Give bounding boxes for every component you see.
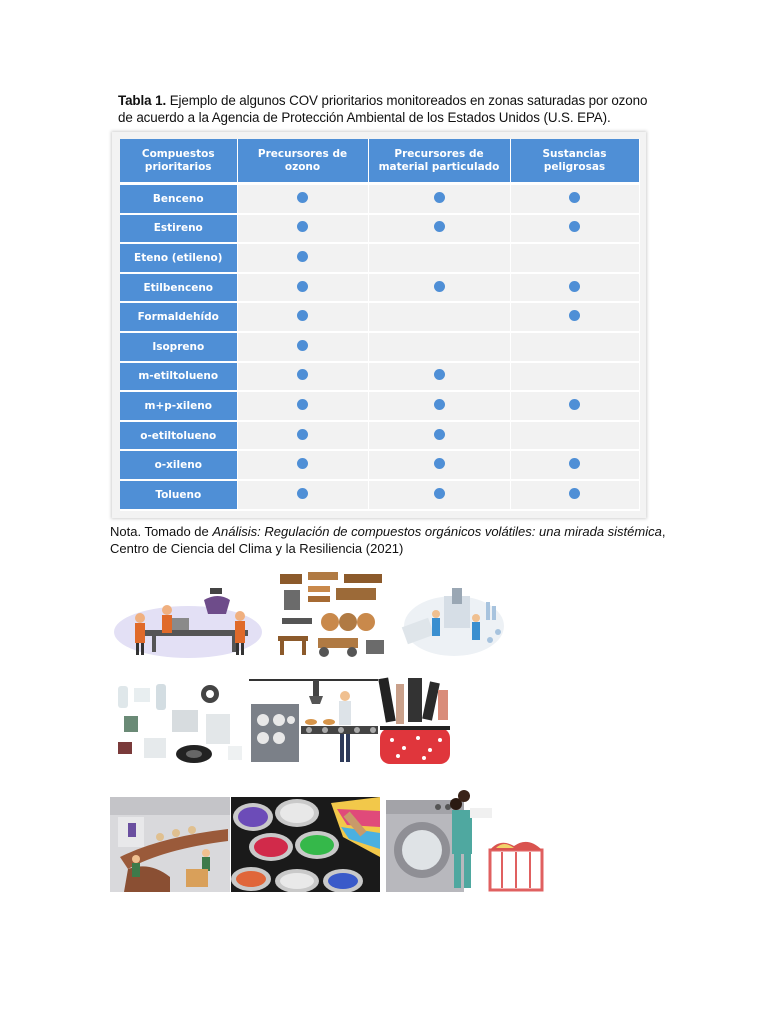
table-cell <box>510 450 639 480</box>
table-body <box>120 184 639 510</box>
caption-text: Ejemplo de algunos COV prioritarios monitoreados en zonas saturadas por ozono de acuerdo a la Agencia de Protección Ambiental de los Estados Unidos (U.S. EPA). <box>118 93 648 125</box>
table-cell <box>510 362 639 392</box>
header-precursores-ozono: Precursores de ozono <box>237 139 368 184</box>
table-cell <box>237 332 368 362</box>
check-dot-icon <box>434 429 445 440</box>
table-row <box>120 273 639 303</box>
table-cell <box>510 421 639 451</box>
note-title: Análisis: Regulación de compuestos orgánicos volátiles: una mirada sistémica <box>212 524 662 539</box>
bakery-production-line-illustration <box>249 676 383 766</box>
table-row <box>120 332 639 362</box>
table-row <box>120 243 639 273</box>
check-dot-icon <box>434 281 445 292</box>
check-dot-icon <box>434 192 445 203</box>
header-sustancias-peligrosas: Sustancias peligrosas <box>510 139 639 184</box>
table-row <box>120 480 639 510</box>
check-dot-icon <box>434 458 445 469</box>
table-cell <box>237 273 368 303</box>
compound-name: m+p-xileno <box>120 391 237 421</box>
table-cell <box>237 450 368 480</box>
compound-name: Etilbenceno <box>120 273 237 303</box>
table-cell <box>237 214 368 244</box>
check-dot-icon <box>569 221 580 232</box>
table-cell <box>237 184 368 214</box>
table-cell <box>368 421 510 451</box>
check-dot-icon <box>434 488 445 499</box>
table-cell <box>237 421 368 451</box>
table-cell <box>510 214 639 244</box>
table-row <box>120 302 639 332</box>
check-dot-icon <box>569 310 580 321</box>
check-dot-icon <box>569 192 580 203</box>
table-row <box>120 421 639 451</box>
plastic-waste-illustration <box>110 680 248 766</box>
check-dot-icon <box>297 399 308 410</box>
laundry-illustration <box>382 780 548 892</box>
table-caption <box>118 92 658 126</box>
check-dot-icon <box>569 458 580 469</box>
table-row <box>120 362 639 392</box>
table-row <box>120 391 639 421</box>
paint-cans-illustration <box>231 797 380 892</box>
table-cell <box>237 362 368 392</box>
check-dot-icon <box>297 192 308 203</box>
table-cell <box>510 184 639 214</box>
cov-table <box>120 139 640 511</box>
table-row <box>120 214 639 244</box>
carpentry-tools-illustration <box>274 568 390 660</box>
table-cell <box>510 480 639 510</box>
check-dot-icon <box>569 488 580 499</box>
table-cell <box>368 273 510 303</box>
table-cell <box>368 302 510 332</box>
compound-name: Isopreno <box>120 332 237 362</box>
table-cell <box>368 391 510 421</box>
table-cell <box>510 243 639 273</box>
packaging-factory-illustration <box>110 797 230 892</box>
table-header-row <box>120 139 639 184</box>
cosmetics-bag-illustration <box>378 674 454 768</box>
check-dot-icon <box>297 458 308 469</box>
check-dot-icon <box>297 340 308 351</box>
table-cell <box>237 391 368 421</box>
source-note <box>110 523 670 557</box>
check-dot-icon <box>434 369 445 380</box>
table-row <box>120 184 639 214</box>
table-cell <box>510 302 639 332</box>
note-line2: Centro de Ciencia del Clima y la Resiliencia (2021) <box>110 541 404 556</box>
check-dot-icon <box>297 221 308 232</box>
header-precursores-material: Precursores de material particulado <box>368 139 510 184</box>
table-cell <box>368 243 510 273</box>
check-dot-icon <box>569 281 580 292</box>
cov-table-frame <box>112 132 646 518</box>
laboratory-illustration <box>398 576 508 660</box>
table-cell <box>368 362 510 392</box>
table-cell <box>368 480 510 510</box>
table-cell <box>237 302 368 332</box>
compound-name: m-etiltolueno <box>120 362 237 392</box>
check-dot-icon <box>297 251 308 262</box>
table-cell <box>368 214 510 244</box>
table-cell <box>368 332 510 362</box>
compound-name: Eteno (etileno) <box>120 243 237 273</box>
compound-name: Tolueno <box>120 480 237 510</box>
check-dot-icon <box>297 429 308 440</box>
table-cell <box>237 480 368 510</box>
table-cell <box>510 332 639 362</box>
compound-name: o-etiltolueno <box>120 421 237 451</box>
table-cell <box>368 184 510 214</box>
compound-name: Formaldehído <box>120 302 237 332</box>
note-prefix: Nota. Tomado de <box>110 524 213 539</box>
check-dot-icon <box>569 399 580 410</box>
note-suffix: , <box>661 524 666 539</box>
table-row <box>120 450 639 480</box>
table-cell <box>510 273 639 303</box>
compound-name: o-xileno <box>120 450 237 480</box>
table-cell <box>368 450 510 480</box>
compound-name: Benceno <box>120 184 237 214</box>
check-dot-icon <box>297 369 308 380</box>
table-cell <box>510 391 639 421</box>
caption-label: Tabla 1. <box>118 93 167 108</box>
steel-factory-illustration <box>112 580 264 660</box>
header-compuestos: Compuestos prioritarios <box>120 139 237 184</box>
check-dot-icon <box>434 221 445 232</box>
check-dot-icon <box>297 281 308 292</box>
compound-name: Estireno <box>120 214 237 244</box>
check-dot-icon <box>434 399 445 410</box>
check-dot-icon <box>297 310 308 321</box>
table-cell <box>237 243 368 273</box>
check-dot-icon <box>297 488 308 499</box>
